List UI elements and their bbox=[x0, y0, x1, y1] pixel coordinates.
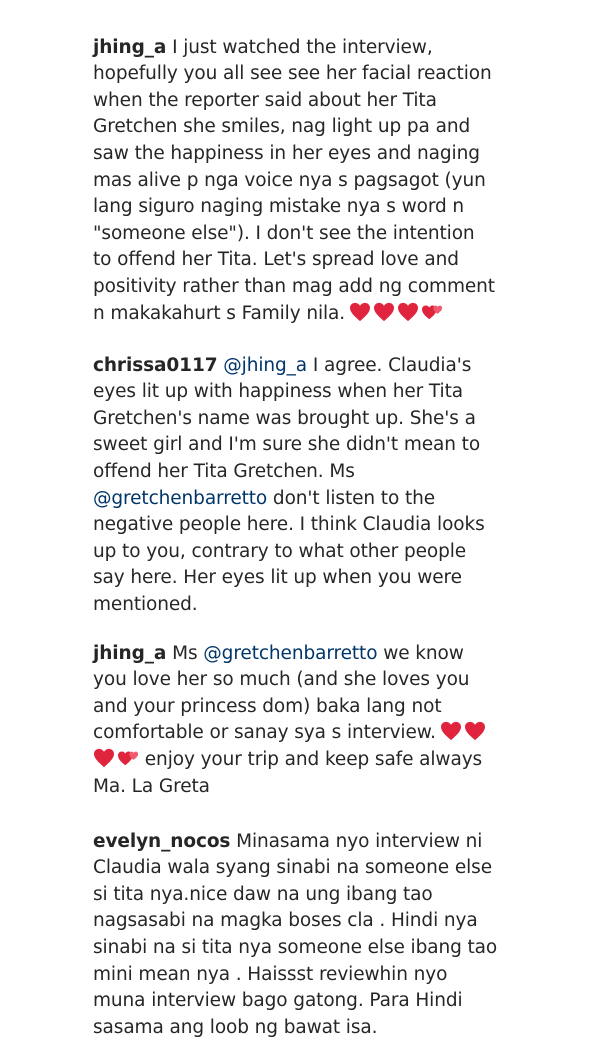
two-hearts-icon bbox=[117, 748, 139, 768]
two-hearts-icon bbox=[421, 302, 443, 322]
comment-username[interactable]: evelyn_nocos bbox=[93, 830, 231, 852]
comment-text: I just watched the interview, hopefully you all see see her facial reaction when the reporter said about her Tita Gretchen she smiles, nag light up pa and saw the happiness in her eyes and naging mas alive p nga voice nya s pagsagot (yun lang siguro naging mistake nya s word n "someone else"). I don't see the intention to offend her Tita. Let's spread love and positivity rather than mag add ng comment n makakahurt s Family nila. bbox=[93, 36, 495, 324]
red-heart-icon bbox=[397, 302, 419, 322]
red-heart-icon bbox=[440, 721, 462, 741]
comment-username[interactable]: jhing_a bbox=[93, 642, 167, 664]
comment-text: Minasama nyo interview ni Claudia wala syang sinabi na someone else si tita nya.nice daw na ung ibang tao nagsasabi na magka boses cla . Hindi nya sinabi na si tita nya someone else ibang tao mini mean nya . Haissst reviewhin nyo muna interview bago gatong. Para Hindi sasama ang loob ng bawat isa. bbox=[93, 830, 498, 1038]
comment-4 bbox=[93, 802, 599, 1041]
mention-link[interactable]: @gretchenbarretto bbox=[93, 487, 268, 509]
comment-username[interactable]: jhing_a bbox=[93, 36, 167, 58]
comment-username[interactable]: chrissa0117 bbox=[93, 354, 218, 376]
red-heart-icon bbox=[373, 302, 395, 322]
comment-2 bbox=[93, 326, 599, 619]
red-heart-icon bbox=[349, 302, 371, 322]
comment-text: enjoy your trip and keep safe always Ma. La Greta bbox=[93, 748, 483, 797]
comment-1 bbox=[93, 8, 599, 327]
emoji-group bbox=[349, 302, 443, 322]
comment-text: I agree. Claudia's eyes lit up with happiness when her Tita Gretchen's name was brought up. She's a sweet girl and I'm sure she didn't mean to offend her Tita Gretchen. Ms bbox=[93, 354, 481, 482]
mention-link[interactable]: @jhing_a bbox=[223, 354, 308, 376]
mention-link[interactable]: @gretchenbarretto bbox=[203, 642, 378, 664]
red-heart-icon bbox=[93, 748, 115, 768]
emoji-group bbox=[93, 748, 139, 768]
emoji-group bbox=[440, 721, 486, 741]
comment-3 bbox=[93, 614, 599, 800]
comment-text: don't listen to the negative people here. I think Claudia looks up to you, contrary to what other people say here. Her eyes lit up when you were mentioned. bbox=[93, 487, 485, 615]
comment-text: we know you love her so much (and she loves you and your princess dom) baka lang not comfortable or sanay sya s interview. bbox=[93, 642, 470, 744]
red-heart-icon bbox=[464, 721, 486, 741]
comment-text: Ms bbox=[166, 642, 204, 664]
